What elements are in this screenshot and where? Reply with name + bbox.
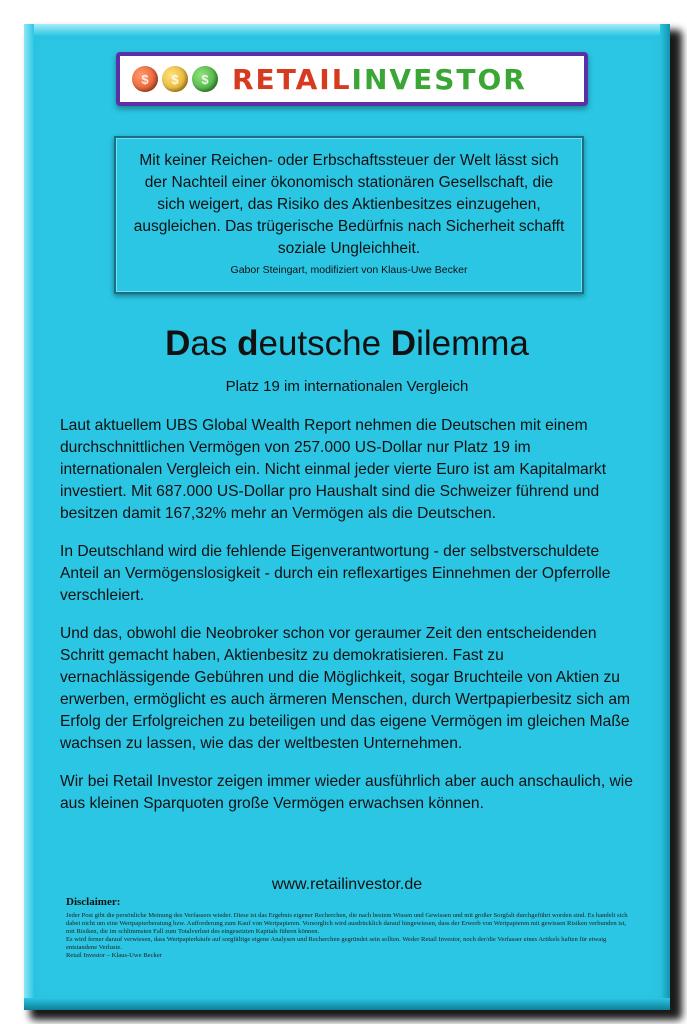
logo-word-investor: INVESTOR (351, 62, 527, 96)
title-initial: D (390, 324, 417, 363)
disclaimer-text (66, 912, 632, 960)
bevel-left (24, 24, 34, 1010)
disclaimer-line: Es wird ferner darauf verwiesen, dass Wertpapierkäufe auf sorgfältige eigene Analysen und Recherchen gegründet sein sollten. Weder Retail Investor, noch der/die Verfasser eines Artikels haften für etwaig entstandene Verluste. (66, 936, 607, 951)
article-paragraph: In Deutschland wird die fehlende Eigenverantwortung - der selbstverschuldete Anteil an Vermögenslosigkeit - durch ein reflexartiges Einnehmen der Opferrolle verschleiert. (60, 543, 611, 604)
website-link[interactable]: www.retailinvestor.de (271, 876, 423, 893)
title-segment: eutsche (258, 324, 391, 363)
disclaimer-line: Jeder Post gibt die persönliche Meinung des Verfassers wieder. Diese ist das Ergebnis eigener Recherchen, die nach bestem Wissen und Gewissen und mit großer Sorgfalt durchgeführt worden sind. Es handelt sich dabei nicht um eine Wertpapierberatung bzw. Aufforderung zum Kauf von Wertpapieren. Vorsorglich wird ausdrücklich darauf hingewiesen, dass der Erwerb von Wertpapieren mit gewissen Risiken verbunden ist, mit Risiken, die im schlimmsten Fall zum Totalverlust des eingesetzten Kapitals führen können. (66, 912, 628, 935)
article-paragraph: Und das, obwohl die Neobroker schon vor geraumer Zeit den entscheidenden Schritt gemacht haben, Aktienbesitz zu demokratisieren. Fast zu vernachlässigende Gebühren und die Möglichkeit, sogar Bruchteile von Aktien zu erwerben, ermöglicht es auch ärmeren Menschen, durch Wertpapierbesitz sich am Erfolg der Erfolgreichen zu beteiligen und das eigene Vermögen im gleichen Maße wachsen zu lassen, wie das der weltbesten Unternehmen. (60, 625, 631, 752)
coin-green-icon: $ (192, 66, 218, 92)
title-segment: ilemma (416, 324, 529, 363)
logo-word-retail: RETAIL (232, 62, 352, 96)
bevel-right (660, 24, 670, 1010)
quote-box (114, 136, 584, 294)
poster-board (24, 24, 670, 1010)
coin-red-icon: $ (132, 66, 158, 92)
article-subtitle: Platz 19 im internationalen Vergleich (225, 378, 469, 395)
coin-gold-icon: $ (162, 66, 188, 92)
article-paragraph: Wir bei Retail Investor zeigen immer wieder ausführlich aber auch anschaulich, wie aus kleinen Sparquoten große Vermögen erwachsen können. (60, 773, 633, 812)
article-body (60, 415, 636, 831)
bevel-bottom (24, 998, 670, 1010)
retail-investor-logo (116, 52, 588, 106)
disclaimer-line: Retail Investor – Klaus-Uwe Becker (66, 952, 162, 959)
title-initial: d (237, 324, 259, 363)
title-segment: as (190, 324, 238, 363)
bevel-top (24, 24, 670, 36)
article-title (24, 324, 670, 364)
article-paragraph: Laut aktuellem UBS Global Wealth Report nehmen die Deutschen mit einem durchschnittlichen Vermögen von 257.000 US-Dollar nur Platz 19 im internationalen Vergleich ein. Nicht einmal jeder vierte Euro ist am Kapitalmarkt investiert. Mit 687.000 US-Dollar pro Haushalt sind die Schweizer führend und besitzen damit 167,32% mehr an Vermögen als die Deutschen. (60, 417, 607, 522)
quote-author: Gabor Steingart, modifiziert von Klaus-Uwe Becker (230, 264, 468, 276)
quote-text: Mit keiner Reichen- oder Erbschaftssteuer der Welt lässt sich der Nachteil einer ökonomisch stationären Gesellschaft, die sich weigert, das Risiko des Aktienbesitzes einzugehen, ausgleichen. Das trügerische Bedürfnis nach Sicherheit schafft soziale Ungleichheit. (133, 152, 565, 257)
title-initial: D (165, 324, 191, 363)
disclaimer-title: Disclaimer: (66, 896, 121, 908)
logo-wordmark (232, 63, 527, 96)
